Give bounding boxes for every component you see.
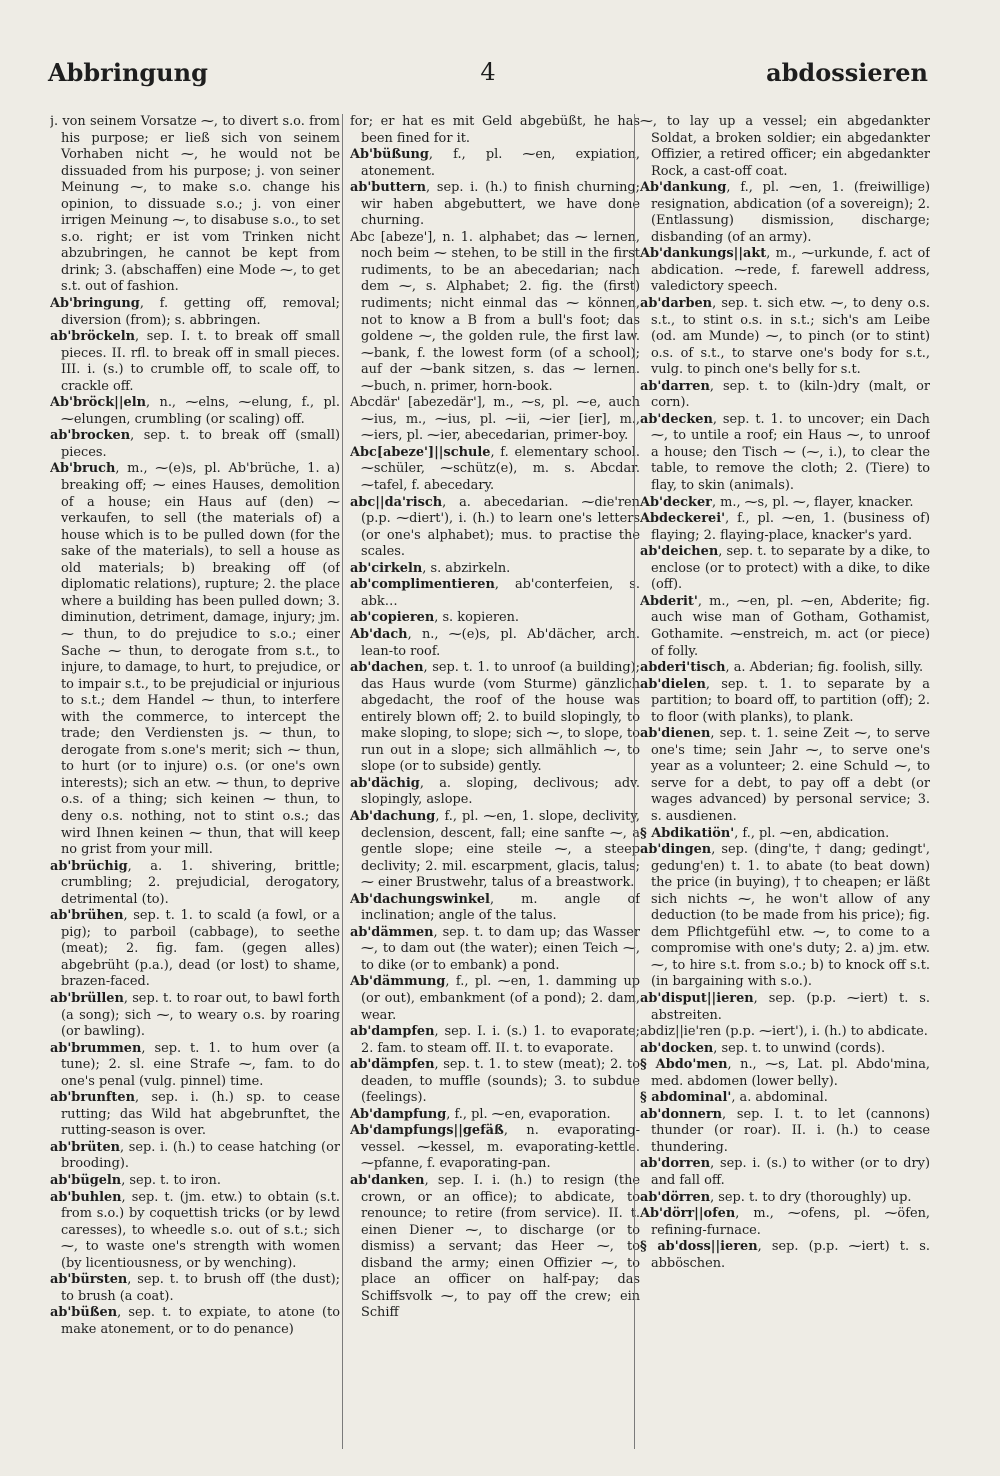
headword: ab'büßen xyxy=(50,1305,118,1321)
headword: Ab'dampfungs||gefäß xyxy=(350,1123,504,1139)
headword: Ab'bringung xyxy=(50,296,140,312)
headword: ab'dienen xyxy=(640,726,711,742)
headword: ab'brummen xyxy=(50,1040,142,1056)
headword: ab'dämpfen xyxy=(350,1057,435,1073)
headword: Abderit' xyxy=(640,593,698,609)
dictionary-entry: ab'brüchig, a. 1. shivering, brittle; crumbling; 2. prejudicial, derogatory, detrimental (to). xyxy=(50,858,340,907)
dictionary-entry: ab'darben, sep. t. sich etw. ⁓, to deny o.s. s.t., to stint o.s. in s.t.; sich's am Leibe (od. am Munde) ⁓, to pinch (or to stint) o.s. of s.t., to starve one's body for s.t., vulg. to pinch one's belly for s.t. xyxy=(640,296,930,378)
page-number: 4 xyxy=(480,58,496,86)
dictionary-entry: Abc [abeze'], n. 1. alphabet; das ⁓ lernen, noch beim ⁓ stehen, to be still in the first rudiments, to be an abecedarian; nach dem ⁓, s. Alphabet; 2. fig. the (first) rudiments; nicht einmal das ⁓ können, not to know a B from a bull's foot; das goldene ⁓, the golden rule, the first law. ⁓bank, f. the lowest form (of a school); auf der ⁓bank sitzen, s. das ⁓ lernen. ⁓buch, n. primer, horn-book. xyxy=(350,229,640,394)
headword: § ab'doss||ieren xyxy=(640,1239,758,1255)
headword: § Abdikatiön' xyxy=(640,825,735,841)
dictionary-entry: ab'brummen, sep. t. 1. to hum over (a tune); 2. sl. eine Strafe ⁓, fam. to do one's penal (vulg. pinnel) time. xyxy=(50,1040,340,1089)
dictionary-entry: Abc[abeze']||schule, f. elementary school. ⁓schüler, ⁓schütz(e), m. s. Abcdar. ⁓tafel, f. abecedary. xyxy=(350,444,640,494)
headword: ab'buhlen xyxy=(50,1189,122,1205)
headword: ab'buttern xyxy=(350,180,426,196)
dictionary-entry: ab'disput||ieren, sep. (p.p. ⁓iert) t. s. abstreiten. xyxy=(640,990,930,1023)
dictionary-entry: for; er hat es mit Geld abgebüßt, he has been fined for it. xyxy=(350,114,640,146)
dictionary-entry: ab'dämmen, sep. t. to dam up; das Wasser ⁓, to dam out (the water); einen Teich ⁓, to dike (or to embank) a pond. xyxy=(350,924,640,973)
headword: ab'brüllen xyxy=(50,990,124,1006)
dictionary-entry: Ab'dachung, f., pl. ⁓en, 1. slope, declivity, declension, descent, fall; eine sanfte ⁓, a gentle slope; eine steile ⁓, a steep declivity; 2. mil. escarpment, glacis, talus; ⁓ einer Brustwehr, talus of a breastwork. xyxy=(350,808,640,891)
headword: ab'deichen xyxy=(640,544,719,560)
dictionary-entry: ab'complimentieren, ab'conterfeien, s. abk… xyxy=(350,577,640,609)
dictionary-entry: Ab'dachungswinkel, m. angle of inclination; angle of the talus. xyxy=(350,891,640,924)
dictionary-entry: ab'buhlen, sep. t. (jm. etw.) to obtain (s.t. from s.o.) by coquettish tricks (or by lewd caresses), to wheedle s.o. out of s.t.; sich ⁓, to waste one's strength with women (by licentiousness, or by wenching). xyxy=(50,1189,340,1271)
dictionary-entry: § ab'doss||ieren, sep. (p.p. ⁓iert) t. s. abböschen. xyxy=(640,1239,930,1271)
dictionary-entry: ab'dingen, sep. (ding'te, † dang; gedingt', gedung'en) t. 1. to abate (to beat down) the price (in buying), † to cheapen; er läßt sich nichts ⁓, he won't allow of any deduction (to be made from his price); fig. dem Pflichtgefühl etw. ⁓, to come to a compromise with one's duty; 2. a) jm. etw. ⁓, to hire s.t. from s.o.; b) to knock off s.t. (in bargaining with s.o.). xyxy=(640,842,930,990)
headword: Ab'dankung xyxy=(640,180,727,196)
dictionary-entry: j. von seinem Vorsatze ⁓, to divert s.o. from his purpose; er ließ sich von seinem Vorhaben nicht ⁓, he would not be dissuaded from his purpose; j. von seiner Meinung ⁓, to make s.o. change his opinion, to dissuade s.o.; j. von einer irrigen Meinung ⁓, to disabuse s.o., to set s.o. right; er ist vom Trinken nicht abzubringen, he cannot be kept from drink; 3. (abschaffen) eine Mode ⁓, to get s.t. out of fashion. xyxy=(50,114,340,295)
headword: Ab'dach xyxy=(350,626,408,642)
dictionary-entry: ab'bügeln, sep. t. to iron. xyxy=(50,1173,221,1188)
dictionary-entry: § Abdikatiön', f., pl. ⁓en, abdication. xyxy=(640,825,890,841)
headword: Ab'decker xyxy=(640,494,712,510)
headword: ab'brunften xyxy=(50,1090,135,1106)
dictionary-entry: ab'brüllen, sep. t. to roar out, to bawl forth (a song); sich ⁓, to weary o.s. by roaring (or bawling). xyxy=(50,990,340,1040)
dictionary-entry: § Abdo'men, n., ⁓s, Lat. pl. Abdo'mina, med. abdomen (lower belly). xyxy=(640,1057,930,1089)
headword: ab'dorren xyxy=(640,1156,711,1172)
headword: ab'dämmen xyxy=(350,924,434,940)
headword: ab'brühen xyxy=(50,908,124,924)
dictionary-entry: Abcdär' [abezedär'], m., ⁓s, pl. ⁓e, auch ⁓ius, m., ⁓ius, pl. ⁓ii, ⁓ier [ier], m., ⁓iers, pl. ⁓ier, abecedarian, primer-boy. xyxy=(350,395,640,444)
headword: ab'bügeln xyxy=(50,1173,122,1188)
dictionary-entry: Ab'dankungs||akt, m., ⁓urkunde, f. act of abdication. ⁓rede, f. farewell address, valedictory speech. xyxy=(640,246,930,295)
dictionary-entry: ab'brocken, sep. t. to break off (small) pieces. xyxy=(50,428,340,460)
headword: ab'dachen xyxy=(350,660,424,676)
dictionary-entry: ab'cirkeln, s. abzirkeln. xyxy=(350,560,511,576)
headword: ab'brocken xyxy=(50,428,131,444)
headword: Ab'dämmung xyxy=(350,974,446,990)
dictionary-entry: Ab'dörr||ofen, m., ⁓ofens, pl. ⁓öfen, refining-furnace. xyxy=(640,1206,930,1238)
headword: ab'disput||ieren xyxy=(640,990,754,1006)
headword: § abdominal' xyxy=(640,1090,732,1106)
dictionary-entry: ab'dampfen, sep. I. i. (s.) 1. to evaporate; 2. fam. to steam off. II. t. to evaporate. xyxy=(350,1024,640,1056)
headword: Abdeckerei' xyxy=(640,511,726,527)
headword: ab'dielen xyxy=(640,676,706,692)
headword: ab'complimentieren xyxy=(350,577,495,593)
headword: Abc[abeze']||schule xyxy=(350,444,491,460)
dictionary-entry: ⁓, to lay up a vessel; ein abgedankter Soldat, a broken soldier; ein abgedankter Offizier, a retired officer; ein abgedankter Rock, a cast-off coat. xyxy=(640,114,930,179)
headword: ab'dörren xyxy=(640,1189,711,1205)
headword: abc||da'risch xyxy=(350,494,443,510)
dictionary-entry: ab'brüten, sep. i. (h.) to cease hatching (or brooding). xyxy=(50,1139,340,1172)
headword: ab'copieren xyxy=(350,610,435,626)
headword: Ab'büßung xyxy=(350,147,429,163)
headword: Ab'dankungs||akt xyxy=(640,246,767,262)
dictionary-entry: Ab'decker, m., ⁓s, pl. ⁓, flayer, knacker. xyxy=(640,494,914,510)
column-divider xyxy=(634,114,635,1449)
headword: ab'darren xyxy=(640,378,710,394)
dictionary-entry: ab'dörren, sep. t. to dry (thoroughly) up. xyxy=(640,1189,912,1205)
headword: Ab'dampfung xyxy=(350,1106,447,1122)
dictionary-entry: ab'dielen, sep. t. 1. to separate by a partition; to board off, to partition (off); 2. to floor (with planks), to plank. xyxy=(640,676,930,725)
headword: ab'bröckeln xyxy=(50,329,135,345)
headword: ab'dingen xyxy=(640,842,712,858)
headword: ab'danken xyxy=(350,1173,425,1188)
dictionary-entry: Abderit', m., ⁓en, pl. ⁓en, Abderite; fig. auch wise man of Gotham, Gothamist, Gothamite. ⁓enstreich, m. act (or piece) of folly. xyxy=(640,593,930,659)
headword: ab'docken xyxy=(640,1040,714,1056)
dictionary-entry: Ab'bruch, m., ⁓(e)s, pl. Ab'brüche, 1. a) breaking off; ⁓ eines Hauses, demolition of a house; ein Haus auf (den) ⁓ verkaufen, to sell (the materials of) a house which is to be pulled down (for the sake of the materials), to sell a house as old materials; b) breaking off (of diplomatic relations), rupture; 2. the place where a building has been pulled down; 3. diminution, detriment, damage, injury; jm. ⁓ thun, to do prejudice to s.o.; einer Sache ⁓ thun, to derogate from s.t., to injure, to damage, to hurt, to prejudice, or to impair s.t., to be prejudicial or injurious to s.t.; dem Handel ⁓ thun, to interfere with the commerce, to intercept the trade; den Verdiensten js. ⁓ thun, to derogate from s.one's merit; sich ⁓ thun, to hurt (or to injure) o.s. (or one's own interests); sich an etw. ⁓ thun, to deprive o.s. of a thing; sich keinen ⁓ thun, to deny o.s. nothing, not to stint o.s.; das wird Ihnen keinen ⁓ thun, that will keep no grist from your mill. xyxy=(50,461,340,858)
dictionary-entry: Ab'dampfung, f., pl. ⁓en, evaporation. xyxy=(350,1106,611,1122)
dictionary-entry: Ab'dankung, f., pl. ⁓en, 1. (freiwillige) resignation, abdication (of a sovereign); 2. (Entlassung) dismission, discharge; disbanding (of an army). xyxy=(640,180,930,245)
dictionary-entry: Ab'dach, n., ⁓(e)s, pl. Ab'dächer, arch. lean-to roof. xyxy=(350,626,640,659)
dictionary-entry: ab'bröckeln, sep. I. t. to break off small pieces. II. rfl. to break off in small pieces. III. i. (s.) to crumble off, to scale off, to crackle off. xyxy=(50,329,340,394)
headword: ab'decken xyxy=(640,411,713,427)
header-right-guide-word: abdossieren xyxy=(766,58,928,87)
dictionary-entry: Abdeckerei', f., pl. ⁓en, 1. (business of) flaying; 2. flaying-place, knacker's yard. xyxy=(640,511,930,543)
headword: ab'cirkeln xyxy=(350,560,423,576)
dictionary-entry: abc||da'risch, a. abecedarian. ⁓die'ren (p.p. ⁓diert'), i. (h.) to learn one's letters (or one's alphabet); mus. to practise the scales. xyxy=(350,494,640,560)
dictionary-entry: Ab'bröck||eln, n., ⁓elns, ⁓elung, f., pl. ⁓elungen, crumbling (or scaling) off. xyxy=(50,395,340,427)
dictionary-entry: ab'brühen, sep. t. 1. to scald (a fowl, or a pig); to parboil (cabbage), to seethe (meat); 2. fig. fam. (gegen alles) abgebrüht (p.a.), dead (or lost) to shame, brazen-faced. xyxy=(50,908,340,990)
headword: abderi'tisch xyxy=(640,660,726,676)
dictionary-entry: ab'brunften, sep. i. (h.) sp. to cease rutting; das Wild hat abgebrunftet, the rutting-season is over. xyxy=(50,1090,340,1139)
dictionary-entry: ab'dämpfen, sep. t. 1. to stew (meat); 2. to deaden, to muffle (sounds); 3. to subdue (feelings). xyxy=(350,1057,640,1106)
dictionary-entry: ab'dachen, sep. t. 1. to unroof (a building); das Haus wurde (vom Sturme) gänzlich abgedacht, the roof of the house was entirely blown off; 2. to build slopingly, to make sloping, to slope; sich ⁓, to slope, to run out in a slope; sich allmählich ⁓, to slope (or to subside) gently. xyxy=(350,660,640,775)
dictionary-entry: abderi'tisch, a. Abderian; fig. foolish, silly. xyxy=(640,660,924,676)
dictionary-entry: ab'buttern, sep. i. (h.) to finish churning; wir haben abgebuttert, we have done churning. xyxy=(350,180,640,229)
headword: ab'donnern xyxy=(640,1106,723,1122)
column-3 xyxy=(640,114,930,1449)
dictionary-entry: ab'copieren, s. kopieren. xyxy=(350,610,520,626)
dictionary-columns xyxy=(40,114,930,1454)
dictionary-entry: § abdominal', a. abdominal. xyxy=(640,1090,828,1106)
headword: ab'dampfen xyxy=(350,1024,435,1040)
running-header xyxy=(48,58,928,98)
dictionary-entry: ab'decken, sep. t. 1. to uncover; ein Dach ⁓, to untile a roof; ein Haus ⁓, to unroof a house; den Tisch ⁓ (⁓, i.), to clear the table, to remove the cloth; 2. (Tiere) to flay, to skin (animals). xyxy=(640,411,930,494)
dictionary-entry: ab'büßen, sep. t. to expiate, to atone (to make atonement, or to do penance) xyxy=(50,1305,340,1337)
dictionary-entry: ab'dorren, sep. i. (s.) to wither (or to dry) and fall off. xyxy=(640,1156,930,1188)
column-1 xyxy=(50,114,340,1449)
headword: Ab'bruch xyxy=(50,461,116,477)
headword: Ab'dachungswinkel xyxy=(350,891,490,907)
dictionary-entry: ab'bürsten, sep. t. to brush off (the dust); to brush (a coat). xyxy=(50,1272,340,1304)
dictionary-entry: ab'docken, sep. t. to unwind (cords). xyxy=(640,1040,886,1056)
headword: ab'brüchig xyxy=(50,858,128,874)
column-divider xyxy=(342,114,343,1449)
dictionary-entry: ab'dienen, sep. t. 1. seine Zeit ⁓, to serve one's time; sein Jahr ⁓, to serve one's year as a volunteer; 2. eine Schuld ⁓, to serve for a debt, to pay off a debt (or wages advanced) by personal service; 3. s. ausdienen. xyxy=(640,726,930,824)
headword: Ab'bröck||eln xyxy=(50,395,146,411)
headword: ab'darben xyxy=(640,296,713,312)
dictionary-entry: Ab'dampfungs||gefäß, n. evaporating-vessel. ⁓kessel, m. evaporating-kettle. ⁓pfanne, f. evaporating-pan. xyxy=(350,1123,640,1172)
dictionary-entry: Ab'bringung, f. getting off, removal; diversion (from); s. abbringen. xyxy=(50,296,340,328)
dictionary-entry: ab'dächig, a. sloping, declivous; adv. slopingly, aslope. xyxy=(350,775,640,808)
headword: Ab'dörr||ofen xyxy=(640,1206,736,1222)
headword: § Abdo'men xyxy=(640,1057,728,1073)
header-left-guide-word: Abbringung xyxy=(48,58,208,87)
headword: Ab'dachung xyxy=(350,808,436,824)
dictionary-entry: ab'danken, sep. I. i. (h.) to resign (the crown, or an office); to abdicate, to renounce; to retire (from service). II. t. einen Diener ⁓, to discharge (or to dismiss) a servant; das Heer ⁓, to disband the army; einen Offizier ⁓, to place an officer on half-pay; das Schiffsvolk ⁓, to pay off the crew; ein Schiff xyxy=(350,1173,640,1321)
headword: ab'bürsten xyxy=(50,1272,128,1288)
column-2 xyxy=(350,114,640,1449)
dictionary-entry: ab'darren, sep. t. to (kiln-)dry (malt, or corn). xyxy=(640,378,930,411)
dictionary-entry: Ab'büßung, f., pl. ⁓en, expiation, atonement. xyxy=(350,147,640,179)
headword: ab'brüten xyxy=(50,1139,121,1155)
dictionary-entry: Ab'dämmung, f., pl. ⁓en, 1. damming up (or out), embankment (of a pond); 2. dam, wear. xyxy=(350,974,640,1023)
dictionary-entry: ab'donnern, sep. I. t. to let (cannons) thunder (or roar). II. i. (h.) to cease thundering. xyxy=(640,1106,930,1155)
dictionary-entry: abdiz||ie'ren (p.p. ⁓iert'), i. (h.) to abdicate. xyxy=(640,1024,928,1040)
headword: ab'dächig xyxy=(350,775,420,791)
dictionary-entry: ab'deichen, sep. t. to separate by a dike, to enclose (or to protect) with a dike, to dike (off). xyxy=(640,544,930,593)
